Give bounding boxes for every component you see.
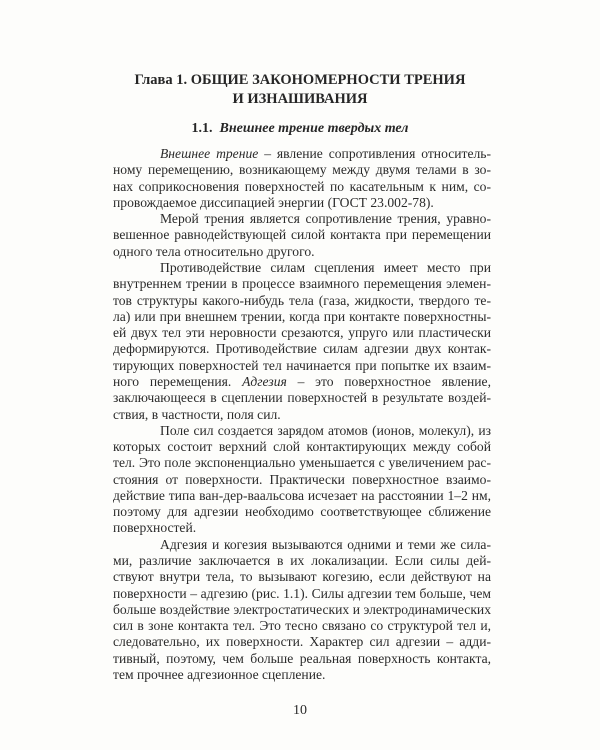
text-line: тирующих поверхностей тел начинается при попытке их взаим-	[113, 358, 491, 373]
text-line: тем прочнее адгезионное сцепление.	[113, 667, 326, 682]
term-external-friction: Внешнее трение	[160, 146, 259, 161]
text-line: поверхностей.	[113, 520, 197, 535]
text-line: Адгезия и когезия вызываются одними и теми же сила-	[160, 537, 491, 552]
text-line: одного тела относительно другого.	[113, 244, 315, 259]
text-line: тел. Это поле экспоненциально уменьшается с увеличением рас-	[113, 455, 491, 470]
page-number: 10	[293, 703, 307, 718]
text-line: больше воздействие электростатических и электродинамических	[113, 602, 491, 617]
text-line: ному перемещению, возникающему между двумя телами в зо-	[113, 162, 491, 177]
text-line: сил в зоне контакта тел. Это тесно связано со структурой тел и,	[113, 618, 491, 633]
text-line: следовательно, их поверхности. Характер сил адгезии – адди-	[113, 634, 491, 649]
text-line: ми, различие заключается в их локализации. Если силы дей-	[113, 553, 491, 568]
chapter-title-line-2: И ИЗНАШИВАНИЯ	[232, 91, 368, 107]
text-line: стояния от поверхности. Практически поверхностное взаимо-	[113, 472, 491, 487]
text-line: ного перемещения. Адгезия – это поверхностное явление,	[113, 374, 491, 389]
text-line: Противодействие силам сцепления имеет место при	[160, 260, 491, 275]
text-line: провождаемое диссипацией энергии (ГОСТ 23.002-78).	[113, 195, 434, 210]
text-line: ствуют внутри тела, то вызывают когезию, если действуют на	[113, 569, 491, 584]
section-heading	[0, 120, 600, 138]
chapter-title-line-1: Глава 1. ОБЩИЕ ЗАКОНОМЕРНОСТИ ТРЕНИЯ	[134, 72, 466, 88]
text-line: заключающееся в сцеплении поверхностей в результате воздей-	[113, 390, 491, 405]
text-line: ла) или при внешнем трении, когда при контакте поверхностны-	[113, 309, 491, 324]
term-adhesion: Адгезия	[242, 374, 287, 389]
section-number: 1.1.	[191, 121, 213, 136]
text-line: поэтому для адгезии необходимо соответствующее сближение	[113, 504, 491, 519]
text-line: ей двух тел эти неровности срезаются, упруго или пластически	[113, 325, 491, 340]
text-line: внутреннем трении в процессе взаимного перемещения элемен-	[113, 276, 491, 291]
text-line: тивный, поэтому, чем больше реальная поверхность контакта,	[113, 651, 491, 666]
text-line: тов структуры какого-нибудь тела (газа, жидкости, твердого те-	[113, 293, 491, 308]
text-line: вешенное равнодействующей силой контакта при перемещении	[113, 227, 491, 242]
text-line: Поле сил создается зарядом атомов (ионов, молекул), из	[160, 423, 491, 438]
section-title: Внешнее трение твердых тел	[219, 121, 409, 136]
text-line: поверхности – адгезию (рис. 1.1). Силы адгезии тем больше, чем	[113, 586, 491, 601]
text-line: деформируются. Противодействие силам адгезии двух контак-	[113, 341, 491, 356]
text-line: которых состоит верхний слой контактирующих между собой	[113, 439, 491, 454]
text-line: действие типа ван-дер-ваальсова исчезает на расстоянии 1–2 нм,	[113, 488, 491, 503]
text-line: нах соприкосновения поверхностей по касательным к ним, со-	[113, 179, 491, 194]
text-line: Мерой трения является сопротивление трения, уравно-	[160, 211, 491, 226]
text-line: Внешнее трение – явление сопротивления относитель-	[160, 146, 491, 161]
text-line: ствия, в частности, поля сил.	[113, 407, 281, 422]
